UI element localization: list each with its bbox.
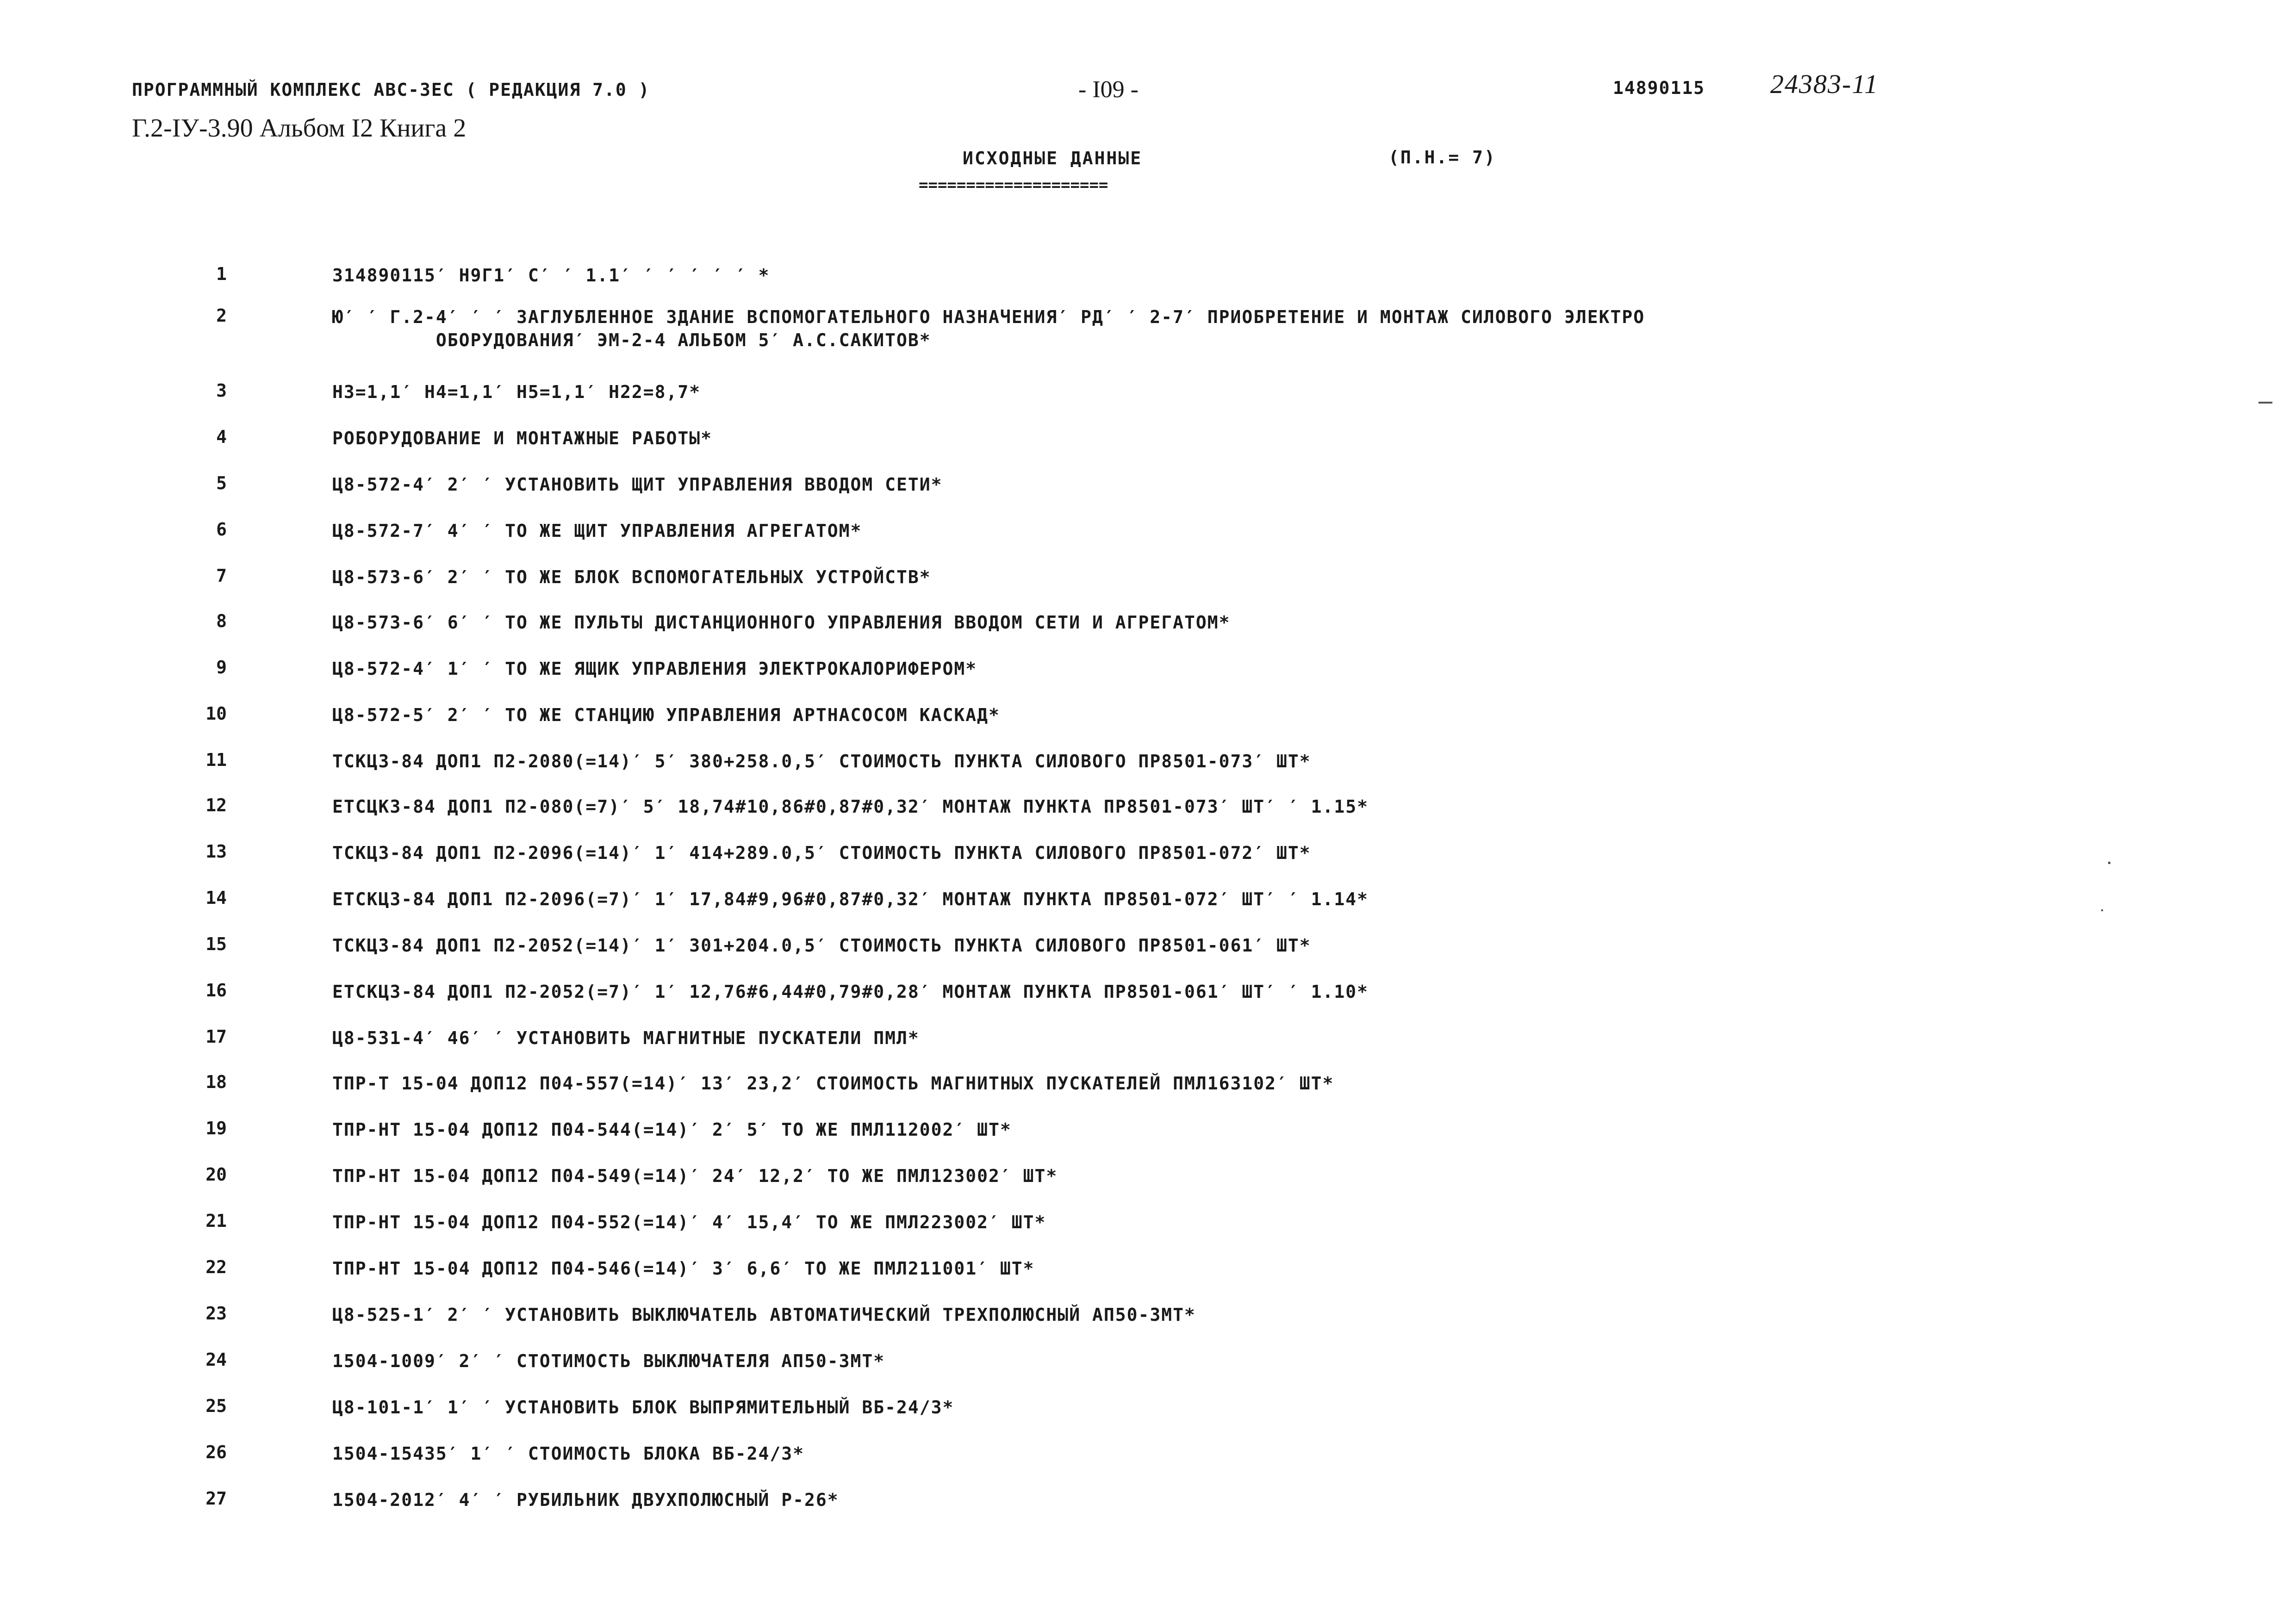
line-text: РОБОРУДОВАНИЕ И МОНТАЖНЫЕ РАБОТЫ* bbox=[332, 428, 712, 448]
line-number: 6 bbox=[216, 519, 227, 540]
data-line bbox=[0, 750, 1990, 791]
line-number: 24 bbox=[205, 1349, 227, 1370]
data-line bbox=[0, 519, 1990, 561]
data-line bbox=[0, 611, 1990, 653]
data-line bbox=[0, 1303, 1990, 1345]
line-text: ТПР-НТ 15-04 ДОП12 П04-546(=14)′ 3′ 6,6′ ТО ЖЕ ПМЛ211001′ ШТ* bbox=[332, 1258, 1035, 1279]
data-line bbox=[0, 1072, 1990, 1113]
data-line bbox=[0, 934, 1990, 976]
data-line bbox=[0, 1488, 1990, 1530]
line-number: 11 bbox=[205, 750, 227, 770]
data-line bbox=[0, 1026, 1990, 1068]
line-text: ТСКЦ3-84 ДОП1 П2-2052(=14)′ 1′ 301+204.0,5′ СТОИМОСТЬ ПУНКТА СИЛОВОГО ПР8501-061′ ШТ* bbox=[332, 935, 1311, 956]
line-text: Ц8-531-4′ 46′ ′ УСТАНОВИТЬ МАГНИТНЫЕ ПУСКАТЕЛИ ПМЛ* bbox=[332, 1028, 920, 1048]
line-number: 3 bbox=[216, 380, 227, 401]
line-text: Ц8-525-1′ 2′ ′ УСТАНОВИТЬ ВЫКЛЮЧАТЕЛЬ АВТОМАТИЧЕСКИЙ ТРЕХПОЛЮСНЫЙ АП50-3МТ* bbox=[332, 1305, 1196, 1325]
data-line bbox=[0, 1442, 1990, 1484]
line-number: 5 bbox=[216, 473, 227, 493]
album-reference: Г.2-IУ-3.90 Альбом I2 Книга 2 bbox=[132, 114, 467, 143]
line-text: ЕТСКЦ3-84 ДОП1 П2-2052(=7)′ 1′ 12,76#6,44#0,79#0,28′ МОНТАЖ ПУНКТА ПР8501-061′ ШТ′ ′ 1.10* bbox=[332, 982, 1369, 1002]
line-number: 16 bbox=[205, 980, 227, 1001]
data-line bbox=[0, 703, 1990, 745]
line-text: ЕТСЦКЗ-84 ДОП1 П2-080(=7)′ 5′ 18,74#10,86#0,87#0,32′ МОНТАЖ ПУНКТА ПР8501-073′ ШТ′ ′ 1.15* bbox=[332, 796, 1369, 817]
line-text: Ц8-573-6′ 6′ ′ ТО ЖЕ ПУЛЬТЫ ДИСТАНЦИОННОГО УПРАВЛЕНИЯ ВВОДОМ СЕТИ И АГРЕГАТОМ* bbox=[332, 612, 1231, 633]
data-line bbox=[0, 427, 1990, 468]
section-title-underline: ==================== bbox=[919, 176, 1108, 194]
data-line bbox=[0, 657, 1990, 699]
line-number: 4 bbox=[216, 427, 227, 447]
program-header: ПРОГРАММНЫЙ КОМПЛЕКС АВС-3ЕС ( РЕДАКЦИЯ 7.0 ) bbox=[132, 80, 650, 100]
line-number: 10 bbox=[205, 703, 227, 724]
line-number: 25 bbox=[205, 1396, 227, 1416]
line-number: 14 bbox=[205, 888, 227, 908]
data-line bbox=[0, 305, 1990, 350]
line-number: 9 bbox=[216, 657, 227, 678]
handwritten-number: 24383-11 bbox=[1770, 69, 1879, 99]
line-number: 23 bbox=[205, 1303, 227, 1324]
line-number: 21 bbox=[205, 1211, 227, 1231]
line-number: 17 bbox=[205, 1026, 227, 1047]
line-text: ТПР-НТ 15-04 ДОП12 П04-544(=14)′ 2′ 5′ ТО ЖЕ ПМЛ112002′ ШТ* bbox=[332, 1119, 1012, 1140]
line-number: 1 bbox=[216, 264, 227, 284]
line-number: 19 bbox=[205, 1118, 227, 1138]
line-text: ТПР-НТ 15-04 ДОП12 П04-549(=14)′ 24′ 12,2′ ТО ЖЕ ПМЛ123002′ ШТ* bbox=[332, 1166, 1058, 1186]
line-text: 1504-15435′ 1′ ′ СТОИМОСТЬ БЛОКА ВБ-24/3* bbox=[332, 1443, 804, 1464]
data-line bbox=[0, 888, 1990, 929]
document-code: 14890115 bbox=[1613, 78, 1705, 98]
data-line bbox=[0, 264, 1990, 305]
line-number: 2 bbox=[216, 305, 227, 326]
margin-dot bbox=[2108, 862, 2110, 864]
data-line bbox=[0, 795, 1990, 837]
pn-indicator: (П.Н.= 7) bbox=[1388, 147, 1496, 168]
data-line bbox=[0, 1349, 1990, 1391]
line-number: 26 bbox=[205, 1442, 227, 1462]
line-text: 314890115′ Н9Г1′ С′ ′ 1.1′ ′ ′ ′ ′ ′ * bbox=[332, 265, 770, 286]
data-line bbox=[0, 380, 1990, 422]
line-number: 20 bbox=[205, 1164, 227, 1185]
line-text: Ц8-101-1′ 1′ ′ УСТАНОВИТЬ БЛОК ВЫПРЯМИТЕЛЬНЫЙ ВБ-24/3* bbox=[332, 1397, 954, 1418]
margin-dot bbox=[2101, 909, 2103, 911]
line-number: 15 bbox=[205, 934, 227, 954]
data-line bbox=[0, 473, 1990, 515]
line-text: 1504-2012′ 4′ ′ РУБИЛЬНИК ДВУХПОЛЮСНЫЙ Р-26* bbox=[332, 1490, 839, 1510]
data-line bbox=[0, 1211, 1990, 1252]
data-line bbox=[0, 566, 1990, 607]
data-line bbox=[0, 841, 1990, 883]
line-text: Ц8-572-4′ 1′ ′ ТО ЖЕ ЯЩИК УПРАВЛЕНИЯ ЭЛЕКТРОКАЛОРИФЕРОМ* bbox=[332, 659, 977, 679]
line-text: Ц8-572-5′ 2′ ′ ТО ЖЕ СТАНЦИЮ УПРАВЛЕНИЯ АРТНАСОСОМ КАСКАД* bbox=[332, 705, 1000, 725]
line-text: ТПР-НТ 15-04 ДОП12 П04-552(=14)′ 4′ 15,4′ ТО ЖЕ ПМЛ223002′ ШТ* bbox=[332, 1212, 1046, 1232]
line-text: ЕТСКЦ3-84 ДОП1 П2-2096(=7)′ 1′ 17,84#9,96#0,87#0,32′ МОНТАЖ ПУНКТА ПР8501-072′ ШТ′ ′ 1.14* bbox=[332, 889, 1369, 909]
line-number: 18 bbox=[205, 1072, 227, 1092]
section-title: ИСХОДНЫЕ ДАННЫЕ bbox=[963, 148, 1143, 168]
line-text: Ц8-573-6′ 2′ ′ ТО ЖЕ БЛОК ВСПОМОГАТЕЛЬНЫХ УСТРОЙСТВ* bbox=[332, 567, 931, 587]
line-text: ТПР-Т 15-04 ДОП12 П04-557(=14)′ 13′ 23,2′ СТОИМОСТЬ МАГНИТНЫХ ПУСКАТЕЛЕЙ ПМЛ163102′ ШТ* bbox=[332, 1073, 1334, 1094]
line-text: Н3=1,1′ Н4=1,1′ Н5=1,1′ Н22=8,7* bbox=[332, 382, 701, 402]
line-number: 22 bbox=[205, 1257, 227, 1277]
line-text: ТСКЦ3-84 ДОП1 П2-2080(=14)′ 5′ 380+258.0,5′ СТОИМОСТЬ ПУНКТА СИЛОВОГО ПР8501-073′ ШТ* bbox=[332, 751, 1311, 771]
line-text: 1504-1009′ 2′ ′ СТОТИМОСТЬ ВЫКЛЮЧАТЕЛЯ АП50-3МТ* bbox=[332, 1351, 885, 1371]
data-line bbox=[0, 1118, 1990, 1160]
data-line bbox=[0, 980, 1990, 1022]
data-line bbox=[0, 1396, 1990, 1437]
page-number: - I09 - bbox=[1078, 76, 1139, 103]
line-number: 12 bbox=[205, 795, 227, 815]
line-text: Ц8-572-4′ 2′ ′ УСТАНОВИТЬ ЩИТ УПРАВЛЕНИЯ ВВОДОМ СЕТИ* bbox=[332, 474, 943, 495]
line-text: Ц8-572-7′ 4′ ′ ТО ЖЕ ЩИТ УПРАВЛЕНИЯ АГРЕГАТОМ* bbox=[332, 521, 862, 541]
data-line bbox=[0, 1257, 1990, 1299]
line-number: 27 bbox=[205, 1488, 227, 1509]
line-number: 7 bbox=[216, 566, 227, 586]
line-number: 13 bbox=[205, 841, 227, 862]
line-text: Ю′ ′ Г.2-4′ ′ ′ ЗАГЛУБЛЕННОЕ ЗДАНИЕ ВСПОМОГАТЕЛЬНОГО НАЗНАЧЕНИЯ′ РД′ ′ 2-7′ ПРИОБРЕТЕНИЕ И МОНТАЖ СИЛОВОГО ЭЛЕКТРО ОБОРУДОВАНИЯ′ ЭМ-2-4 АЛЬБОМ 5′ А.С.САКИТОВ* bbox=[332, 307, 1645, 350]
line-number: 8 bbox=[216, 611, 227, 631]
data-line bbox=[0, 1164, 1990, 1206]
margin-mark bbox=[2259, 402, 2272, 404]
line-text: ТСКЦ3-84 ДОП1 П2-2096(=14)′ 1′ 414+289.0,5′ СТОИМОСТЬ ПУНКТА СИЛОВОГО ПР8501-072′ ШТ* bbox=[332, 843, 1311, 863]
